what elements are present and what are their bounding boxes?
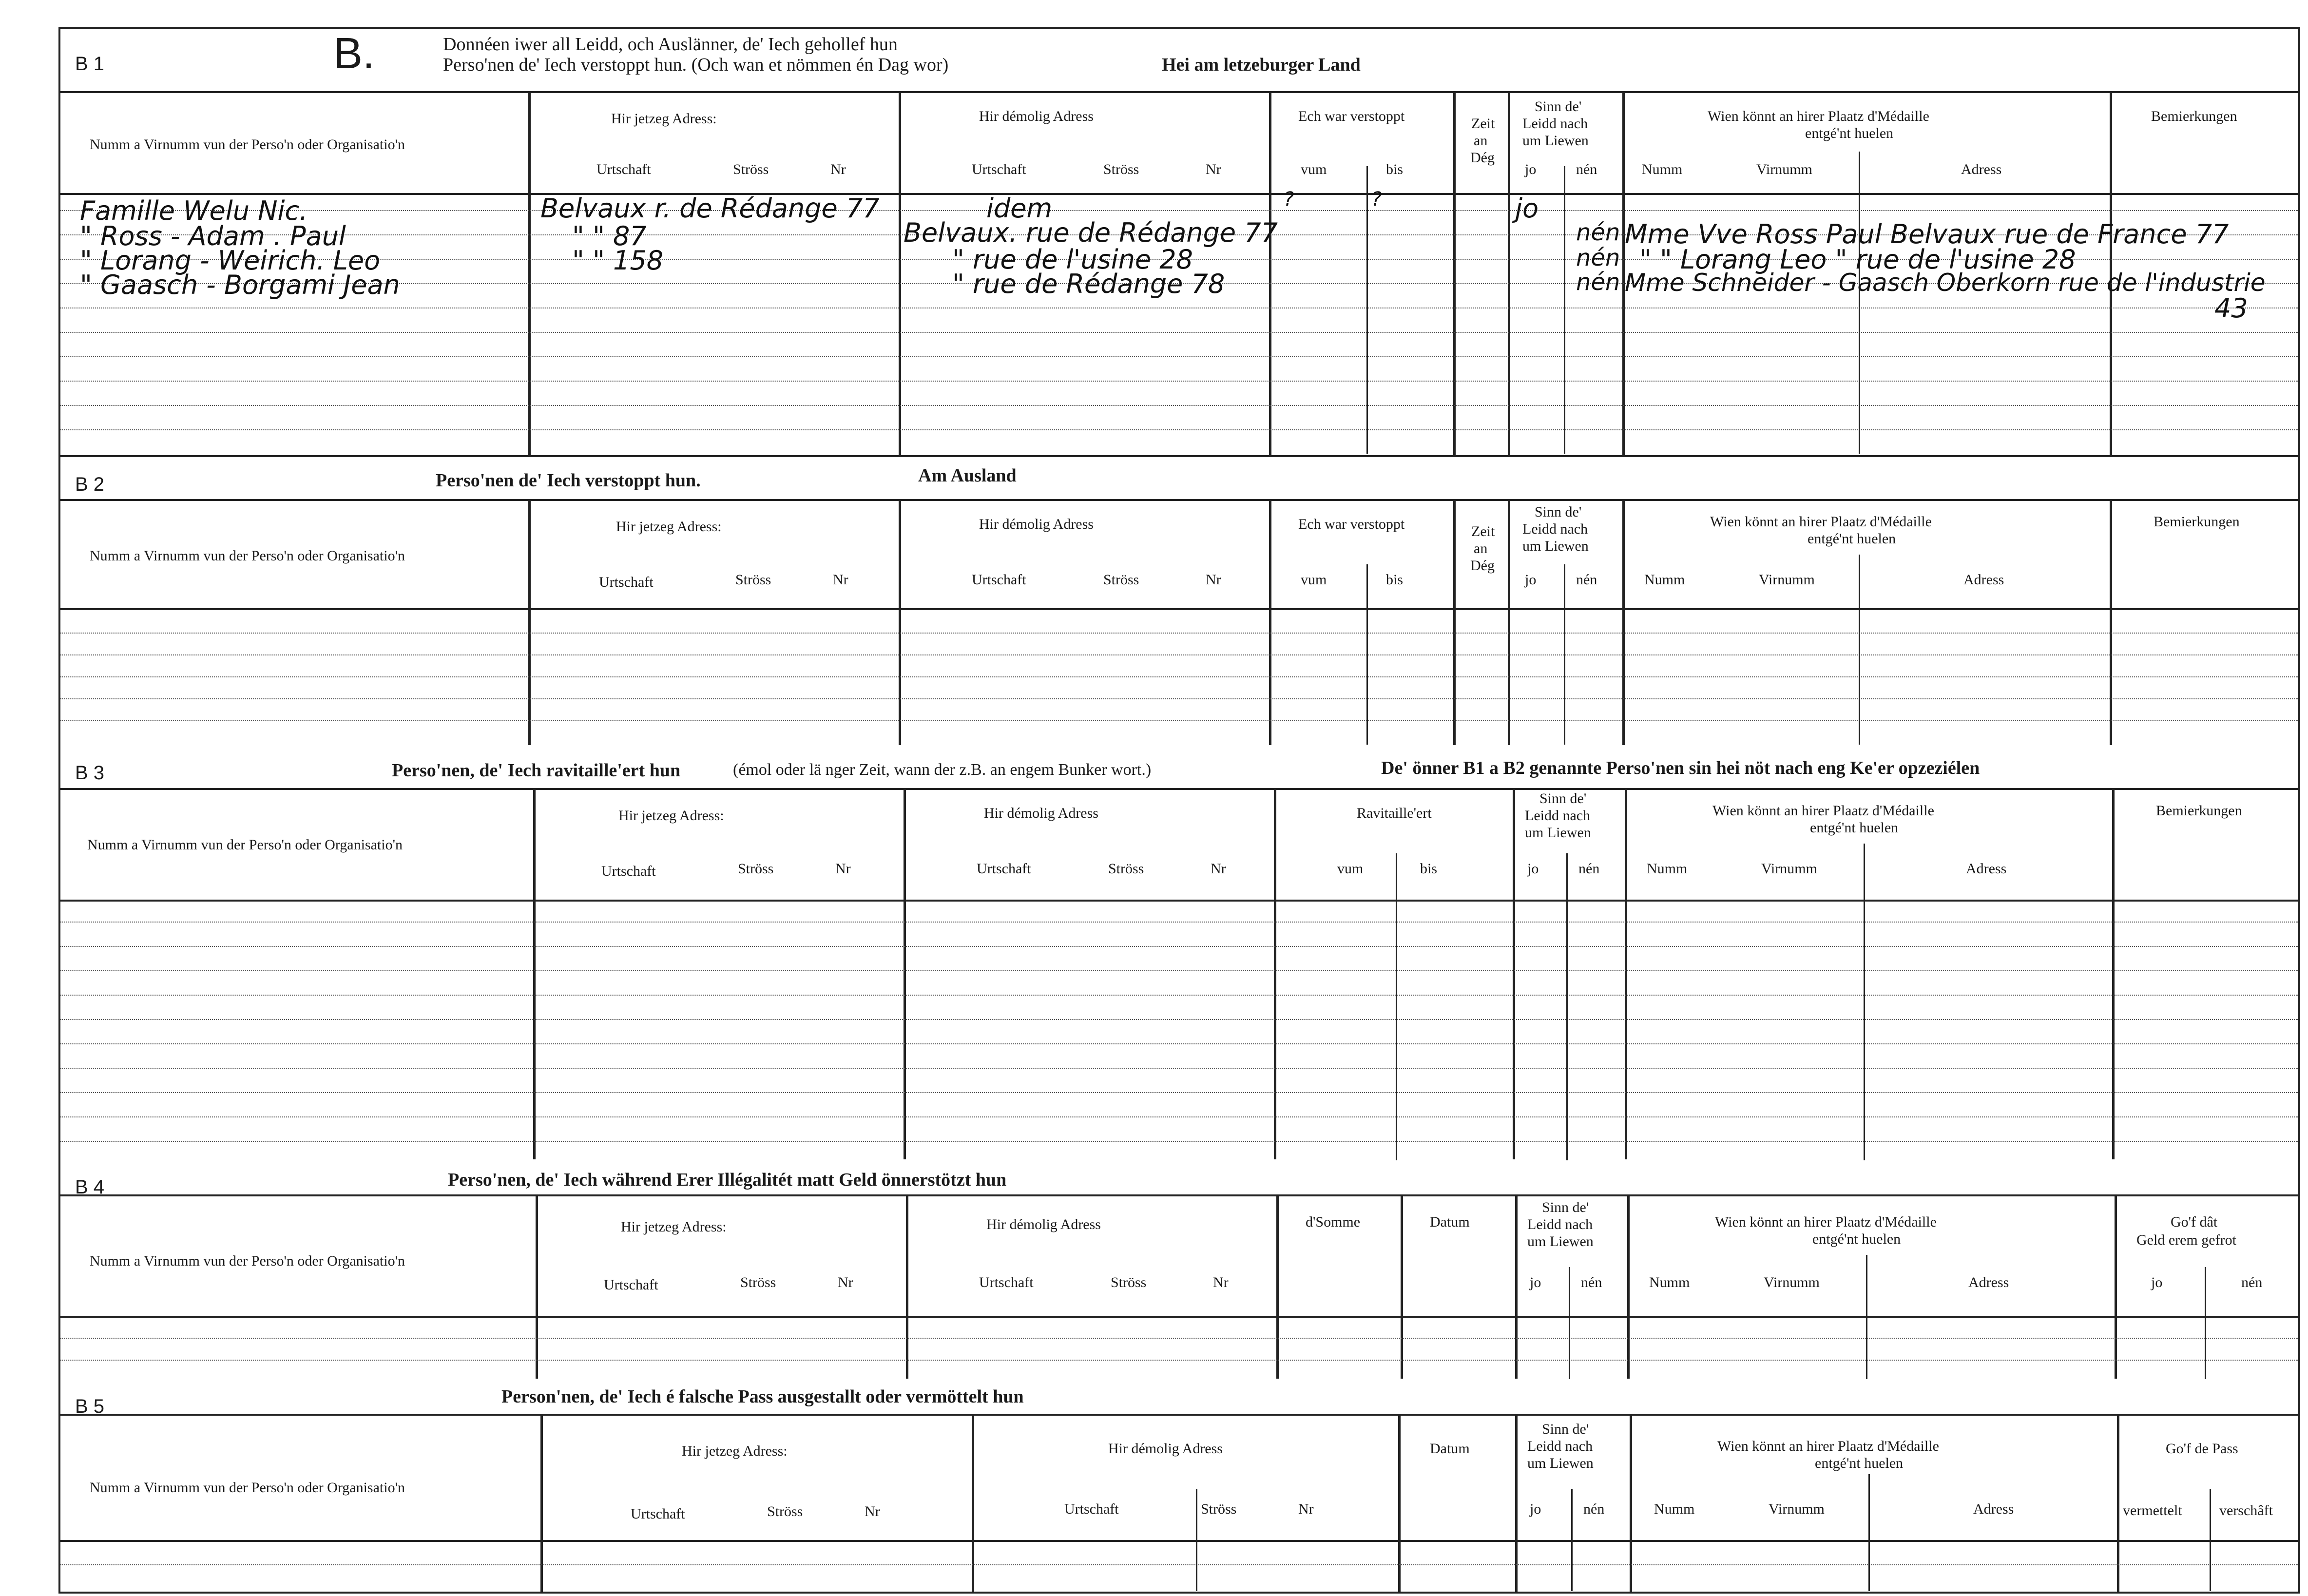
section-title-note: (émol oder lä nger Zeit, wann der z.B. an engem Bunker wort.)	[733, 761, 1152, 779]
b3-table: Numm a Virnumm vun der Perso'n oder Organisatio'n Hir jetzeg Adress: Urtschaft Ströss Nr Hir démolig Adress Urtschaft Ströss Nr Ravitaille'ert vum bis Sinn de' Leidd nach um Liewen jo nén Wien könnt an hirer Plaatz d'Médaille entgé'nt huelen Numm Virnumm Adress Bemierkungen	[60, 788, 2298, 1159]
entry-name: " Gaasch - Borgami Jean	[80, 269, 400, 300]
col-header-current-address: Hir jetzeg Adress:	[611, 111, 717, 127]
b1-table: Numm a Virnumm vun der Perso'n oder Organisatio'n Hir jetzeg Adress: Urtschaft Ströss Nr Hir démolig Adress Urtschaft Ströss Nr Ech war verstoppt vum bis Zeit an Dég Sinn de' Leidd nach um Liewen jo nén Wien könnt an hirer Plaatz d'Médaille entgé'nt huelen Numm Virnumm Adress Bemierkungen Famille Welu Nic. Belvaux r. de Rédange 77 idem ? ? jo " Ross - Adam . Paul " " 87 Belvaux. rue de Rédange 77 nén Mme Vve Ross Paul Belvaux rue de France 77 " Lorang - Weirich. Leo " " 158 " rue de l'usine 28 nén " " Lorang Leo " rue de l'usine 28 " Gaasch - Borgami Jean " rue de Rédange 78 nén Mme Schneider - Gaasch Oberkorn rue de l'industrie 43	[60, 91, 2298, 455]
entry-hidden-until: ?	[1371, 188, 1382, 211]
col-header-name: Numm a Virnumm vun der Perso'n oder Organisatio'n	[90, 136, 405, 153]
col-header-date: Datum	[1430, 1214, 1470, 1230]
section-code: B 4	[75, 1176, 105, 1198]
entry-current-address: " " 158	[572, 245, 664, 276]
entry-name: Famille Welu Nic.	[80, 195, 308, 226]
entry-medal: Mme Schneider - Gaasch Oberkorn rue de l'industrie	[1625, 269, 2266, 297]
section-b4	[60, 1159, 2298, 1379]
col-header-medal: Wien könnt an hirer Plaatz d'Médaille	[1708, 108, 1929, 124]
entry-medal: Mme Vve Ross Paul Belvaux rue de France 77	[1625, 219, 2229, 250]
section-title-right: De' önner B1 a B2 genannte Perso'nen sin hei nöt nach eng Ke'er opzeziélen	[1381, 758, 1980, 778]
col-header-remarks: Bemierkungen	[2151, 108, 2237, 124]
entry-former-address: " rue de l'usine 28	[952, 244, 1193, 275]
entry-medal: " " Lorang Leo " rue de l'usine 28	[1639, 244, 2076, 275]
form-letter: B.	[333, 29, 375, 78]
section-title: Perso'nen, de' Iech ravitaille'ert hun	[392, 760, 681, 781]
col-header-pass: Go'f de Pass	[2166, 1441, 2238, 1457]
entry-risk-no: nén	[1576, 219, 1620, 246]
section-code: B 2	[75, 474, 105, 495]
section-code: B 1	[75, 53, 105, 75]
section-b2	[60, 455, 2298, 745]
entry-current-address: " " 87	[572, 221, 647, 251]
section-b3	[60, 745, 2298, 1159]
section-code: B 5	[75, 1396, 105, 1417]
entry-risk-yes: jo	[1515, 193, 1539, 224]
b2-table: Numm a Virnumm vun der Perso'n oder Organisatio'n Hir jetzeg Adress: Urtschaft Ströss Nr Hir démolig Adress Urtschaft Ströss Nr Ech war verstoppt vum bis Zeit an Dég Sinn de' Leidd nach um Liewen jo nén Wien könnt an hirer Plaatz d'Médaille entgé'nt huelen Numm Virnumm Adress Bemierkungen	[60, 499, 2298, 745]
section-code: B 3	[75, 762, 105, 784]
section-b5	[60, 1379, 2298, 1592]
section-title-line1: Donnéen iwer all Leidd, och Auslänner, de' Iech gehollef hun	[443, 34, 898, 55]
b4-table: Numm a Virnumm vun der Perso'n oder Organisatio'n Hir jetzeg Adress: Urtschaft Ströss Nr Hir démolig Adress Urtschaft Ströss Nr d'Somme Datum Sinn de' Leidd nach um Liewen jo nén Wien könnt an hirer Plaatz d'Médaille entgé'nt huelen Numm Virnumm Adress Go'f dât Geld erem gefrot jo nén	[60, 1194, 2298, 1379]
col-header-money-returned: Go'f dât	[2171, 1214, 2218, 1230]
entry-risk-no: nén	[1576, 269, 1620, 296]
entry-remark: 43	[2214, 293, 2248, 324]
col-header-former-address: Hir démolig Adress	[979, 108, 1094, 124]
entry-name: " Ross - Adam . Paul	[80, 221, 346, 251]
col-header-sum: d'Somme	[1306, 1214, 1361, 1230]
form-sheet	[58, 27, 2300, 1594]
section-title: Person'nen, de' Iech é falsche Pass ausgestallt oder vermöttelt hun	[501, 1386, 1024, 1407]
section-title: Perso'nen de' Iech verstoppt hun.	[436, 470, 701, 491]
entry-name: " Lorang - Weirich. Leo	[80, 245, 381, 276]
col-header-hidden: Ech war verstoppt	[1298, 108, 1405, 124]
section-b1	[60, 29, 2298, 455]
section-title-right: Am Ausland	[918, 465, 1017, 486]
b5-table: Numm a Virnumm vun der Perso'n oder Organisatio'n Hir jetzeg Adress: Urtschaft Ströss Nr Hir démolig Adress Urtschaft Ströss Nr Datum Sinn de' Leidd nach um Liewen jo nén Wien könnt an hirer Plaatz d'Médaille entgé'nt huelen Numm Virnumm Adress Go'f de Pass vermettelt verschâft	[60, 1414, 2298, 1592]
section-title-line2: Perso'nen de' Iech verstoppt hun. (Och wan et nömmen én Dag wor)	[443, 55, 949, 75]
entry-risk-no: nén	[1576, 244, 1620, 271]
col-header-supplied: Ravitaille'ert	[1357, 805, 1432, 821]
entry-former-address: " rue de Rédange 78	[952, 269, 1225, 299]
section-title-right: Hei am letzeburger Land	[1162, 55, 1361, 75]
entry-current-address: Belvaux r. de Rédange 77	[540, 193, 880, 224]
entry-former-address: Belvaux. rue de Rédange 77	[904, 217, 1278, 248]
entry-hidden-from: ?	[1284, 188, 1294, 211]
section-title: Perso'nen, de' Iech während Erer Illégalitét matt Geld önnerstötzt hun	[448, 1170, 1007, 1190]
entry-former-address: idem	[986, 193, 1053, 224]
